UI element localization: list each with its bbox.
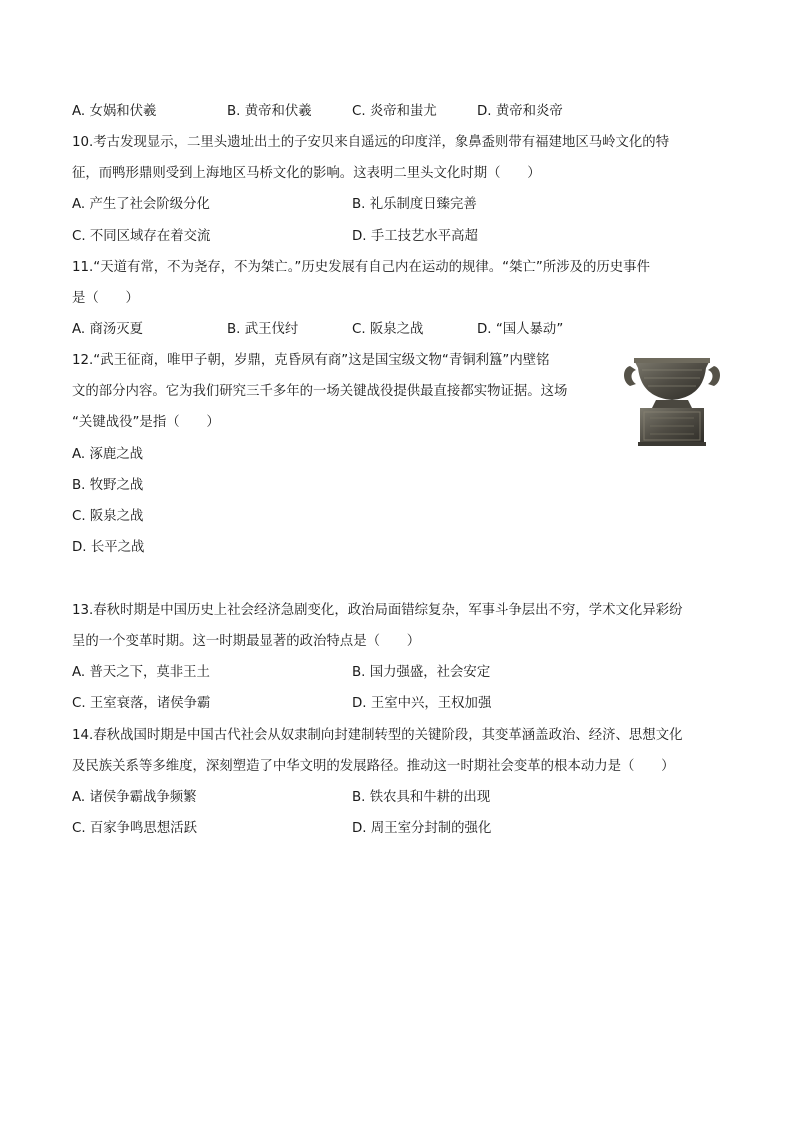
q10-option-c[interactable]: C. 不同区域存在着交流 [72, 229, 211, 244]
q13-stem-line2: 呈的一个变革时期。这一时期最显著的政治特点是（ ） [72, 634, 421, 649]
q11-stem-line2: 是（ ） [72, 291, 139, 306]
q11-option-a[interactable]: A. 商汤灭夏 [72, 322, 143, 337]
q12-stem-line3: “关键战役”是指（ ） [72, 415, 220, 430]
q13-option-b[interactable]: B. 国力强盛，社会安定 [352, 665, 491, 680]
q10-option-b[interactable]: B. 礼乐制度日臻完善 [352, 197, 477, 212]
q10-stem-line2: 征，而鸭形鼎则受到上海地区马桥文化的影响。这表明二里头文化时期（ ） [72, 166, 541, 181]
q13-option-c[interactable]: C. 王室衰落，诸侯争霸 [72, 696, 211, 711]
q12-option-b[interactable]: B. 牧野之战 [72, 478, 144, 493]
q12-option-a[interactable]: A. 涿鹿之战 [72, 447, 143, 462]
q14-option-c[interactable]: C. 百家争鸣思想活跃 [72, 821, 197, 836]
q11-option-d[interactable]: D. “国人暴动” [477, 322, 564, 337]
q14-stem-line2: 及民族关系等多维度，深刻塑造了中华文明的发展路径。推动这一时期社会变革的根本动力是（ ） [72, 759, 675, 774]
q11-option-c[interactable]: C. 阪泉之战 [352, 322, 424, 337]
q12-option-c[interactable]: C. 阪泉之战 [72, 509, 144, 524]
q9-option-a[interactable]: A. 女娲和伏羲 [72, 104, 157, 119]
q13-option-a[interactable]: A. 普天之下，莫非王土 [72, 665, 210, 680]
q9-option-c[interactable]: C. 炎帝和蚩尤 [352, 104, 437, 119]
q13-stem-line1: 13.春秋时期是中国历史上社会经济急剧变化，政治局面错综复杂，军事斗争层出不穷，学术文化异彩纷 [72, 603, 683, 618]
q13-option-d[interactable]: D. 王室中兴，王权加强 [352, 696, 492, 711]
q10-stem-line1: 10.考古发现显示，二里头遗址出土的子安贝来自遥远的印度洋，象鼻盉则带有福建地区马岭文化的特 [72, 135, 670, 150]
q12-option-d[interactable]: D. 长平之战 [72, 540, 145, 555]
bronze-ligui-image [622, 352, 722, 448]
q10-option-d[interactable]: D. 手工技艺水平高超 [352, 229, 478, 244]
q10-option-a[interactable]: A. 产生了社会阶级分化 [72, 197, 210, 212]
q14-stem-line1: 14.春秋战国时期是中国古代社会从奴隶制向封建制转型的关键阶段，其变革涵盖政治、经济、思想文化 [72, 728, 683, 743]
q11-option-b[interactable]: B. 武王伐纣 [227, 322, 299, 337]
q14-option-d[interactable]: D. 周王室分封制的强化 [352, 821, 492, 836]
q11-stem-line1: 11.“天道有常，不为尧存，不为桀亡。”历史发展有自己内在运动的规律。“桀亡”所涉及的历史事件 [72, 260, 650, 275]
q9-option-d[interactable]: D. 黄帝和炎帝 [477, 104, 563, 119]
q14-option-a[interactable]: A. 诸侯争霸战争频繁 [72, 790, 197, 805]
q14-option-b[interactable]: B. 铁农具和牛耕的出现 [352, 790, 491, 805]
q12-stem-line2: 文的部分内容。它为我们研究三千多年的一场关键战役提供最直接都实物证据。这场 [72, 384, 568, 399]
q12-stem-line1: 12.“武王征商，唯甲子朝，岁鼎，克昏夙有商”这是国宝级文物“青铜利簋”内壁铭 [72, 353, 550, 368]
q9-option-b[interactable]: B. 黄帝和伏羲 [227, 104, 312, 119]
